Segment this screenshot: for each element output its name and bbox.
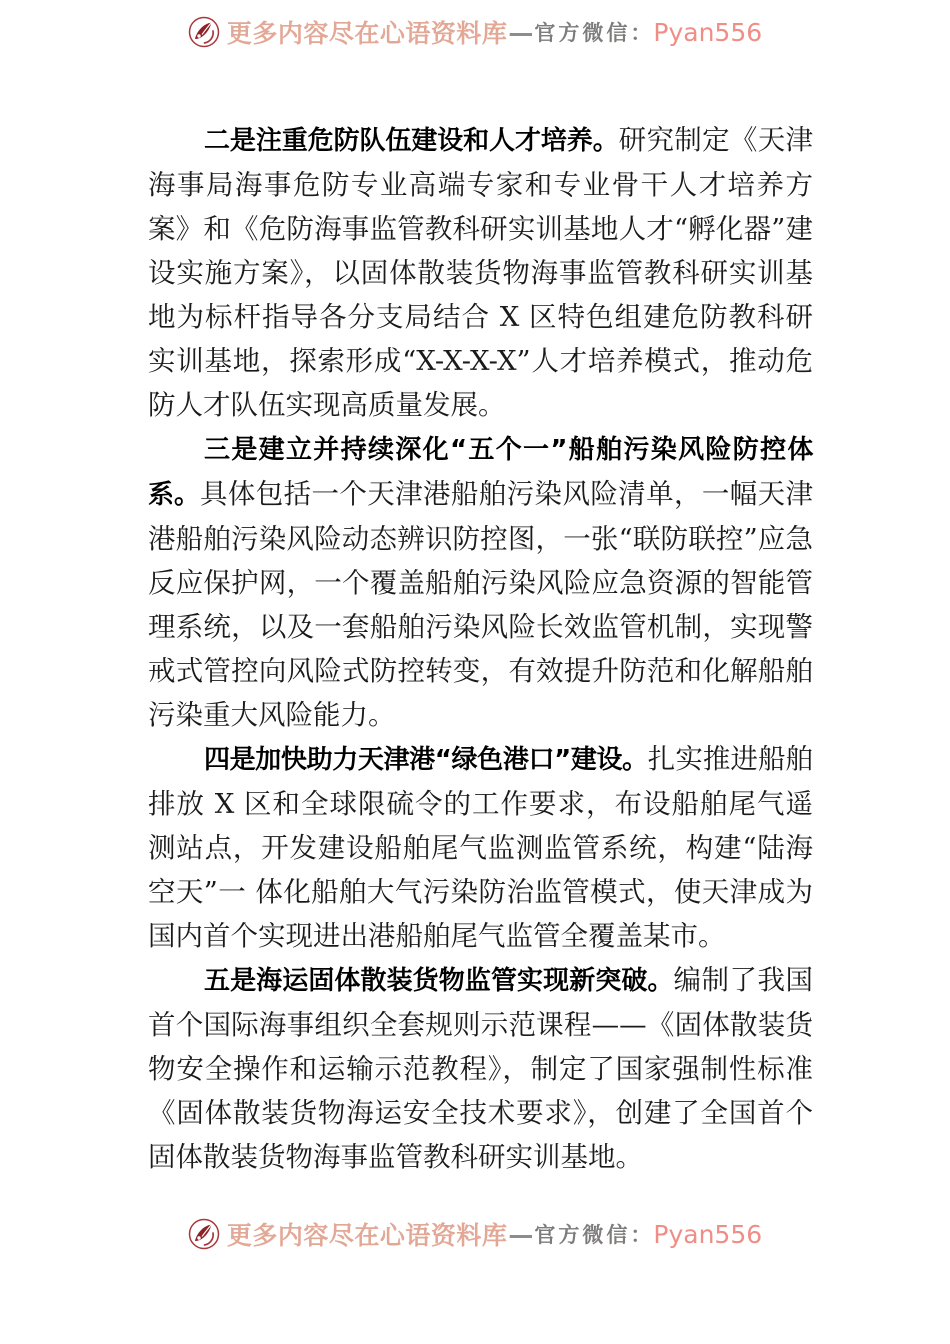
footer-watermark [0, 1216, 950, 1252]
watermark-dash: — [508, 1219, 534, 1249]
paragraph-5-lead: 五是海运固体散装货物监管实现新突破。 [204, 966, 674, 996]
watermark-wechat-handle: Pyan556 [653, 17, 763, 47]
paragraph-5 [148, 958, 813, 1179]
paragraph-3 [148, 427, 813, 737]
paragraph-2-text: 研究制定《天津海事局海事危防专业高端专家和专业骨干人才培养方案》和《危防海事监管教科研实训基地人才“孵化器”建设实施方案》，以固体散装货物海事监管教科研实训基地为标杆指导各分支局结合 X 区特色组建危防教科研实训基地，探索形成“X-X-X-X”人才培养模式，推动危防人才队伍实现高质量发展。 [148, 124, 814, 421]
watermark-colon: ： [630, 1222, 652, 1247]
paragraph-4 [148, 737, 813, 958]
brush-circle-logo-icon [188, 1218, 220, 1250]
paragraph-3-text: 具体包括一个天津港船舶污染风险清单，一幅天津港船舶污染风险动态辨识防控图，一张“联防联控”应急反应保护网，一个覆盖船舶污染风险应急资源的智能管理系统，以及一套船舶污染风险长效监管机制，实现警戒式管控向风险式防控转变，有效提升防范和化解船舶污染重大风险能力。 [148, 478, 813, 731]
watermark-wechat-handle: Pyan556 [653, 1219, 763, 1249]
document-body [148, 118, 813, 1179]
watermark-main-text: 更多内容尽在心语资料库 [226, 19, 508, 48]
brush-circle-logo-icon [188, 16, 220, 48]
paragraph-4-lead: 四是加快助力天津港“绿色港口”建设。 [204, 745, 648, 775]
watermark-sub-text: 官方微信 [534, 20, 631, 45]
watermark-main-text: 更多内容尽在心语资料库 [226, 1221, 508, 1250]
watermark-colon: ： [630, 20, 652, 45]
paragraph-3-lead: 三是建立并持续深化“五个一”船舶污染风险防控体系。 [148, 435, 813, 510]
header-watermark [0, 14, 950, 50]
watermark-dash: — [508, 17, 534, 47]
watermark-sub-text: 官方微信 [534, 1222, 631, 1247]
paragraph-2-lead: 二是注重危防队伍建设和人才培养。 [204, 126, 619, 156]
paragraph-2 [148, 118, 813, 427]
paragraph-4-text: 扎实推进船舶排放 X 区和全球限硫令的工作要求，布设船舶尾气遥测站点，开发建设船舶尾气监测监管系统，构建“陆海空天”一 体化船舶大气污染防治监管模式，使天津成为国内首个实现进出港船舶尾气监管全覆盖某市。 [148, 743, 814, 952]
paragraph-5-text: 编制了我国首个国际海事组织全套规则示范课程——《固体散装货物安全操作和运输示范教程》，制定了国家强制性标准《固体散装货物海运安全技术要求》，创建了全国首个固体散装货物海事监管教科研实训基地。 [148, 964, 813, 1173]
